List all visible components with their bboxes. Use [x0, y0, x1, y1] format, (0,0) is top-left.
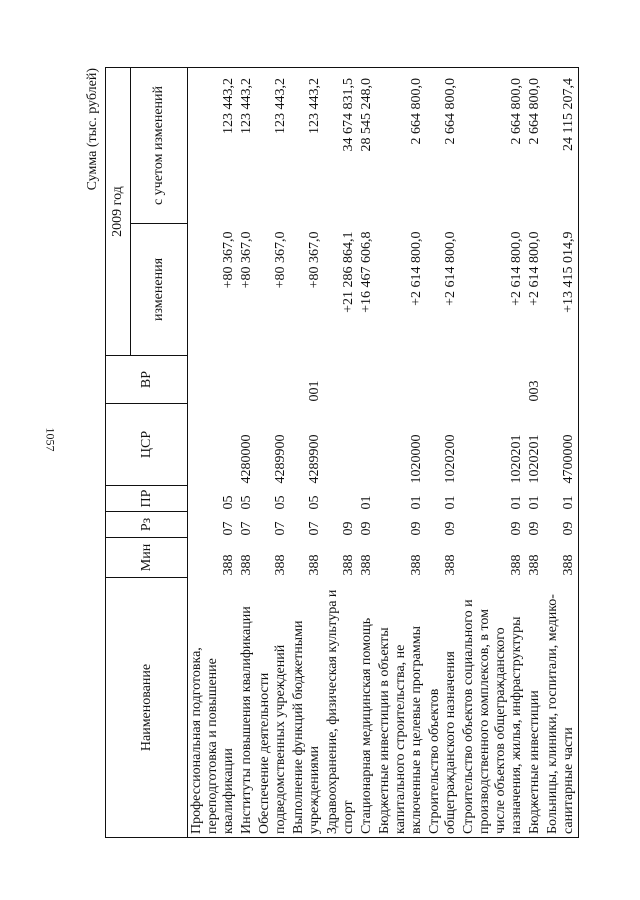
row-change: +80 367,0	[239, 231, 254, 289]
row-pr: 05	[221, 495, 236, 510]
row-vr	[238, 356, 256, 404]
row-change: +80 367,0	[221, 231, 236, 289]
table-row	[324, 68, 358, 838]
page-number: 1057	[43, 427, 58, 452]
row-name: Здравоохранение, физическая культура и спорт	[324, 578, 358, 838]
row-pr: 01	[409, 495, 424, 510]
table-row	[376, 68, 426, 838]
header-min: Мин	[106, 538, 188, 578]
header-changes: изменения	[131, 224, 188, 356]
row-change: +16 467 606,8	[359, 231, 374, 313]
row-csr: 4289900	[307, 434, 322, 484]
row-rz: 07	[221, 521, 236, 536]
row-csr: 1020201	[527, 434, 542, 484]
row-vr	[188, 356, 239, 404]
row-vr: 001	[307, 380, 322, 402]
row-min: 388	[307, 554, 322, 576]
row-min: 388	[527, 554, 542, 576]
row-name: Строительство объектов общегражданского назначения	[426, 578, 460, 838]
table-row	[290, 68, 324, 838]
row-change: +80 367,0	[273, 231, 288, 289]
row-pr: 01	[544, 486, 579, 512]
row-vr	[376, 356, 426, 404]
header-pr: ПР	[106, 486, 188, 512]
row-csr: 1020200	[443, 434, 458, 484]
row-rz: 09	[544, 512, 579, 538]
row-name: Стационарная медицинская помощь	[358, 578, 376, 838]
row-name: Выполнение функций бюджетными учреждениями	[290, 578, 324, 838]
row-min: 388	[273, 554, 288, 576]
row-csr: 4700000	[544, 404, 579, 486]
row-vr: 003	[527, 380, 542, 402]
row-total: 123 443,2	[256, 68, 290, 224]
row-name: Строительство объектов социального и производственного комплексов, в том числе объектов общегражданского назначения, жилья, инфраструктуры	[460, 578, 526, 838]
row-vr	[426, 356, 460, 404]
table-row	[426, 68, 460, 838]
row-vr	[358, 356, 376, 404]
row-total: 123 443,2	[188, 68, 239, 224]
sum-label: Сумма (тыс. рублей)	[85, 68, 100, 191]
row-pr: 01	[527, 495, 542, 510]
table-row	[460, 68, 526, 838]
row-name: Бюджетные инвестиции в объекты капитального строительства, не включенные в целевые программы	[376, 578, 426, 838]
row-change: +2 614 800,0	[443, 231, 458, 306]
row-name: Больницы, клиники, госпитали, медико-санитарные части	[544, 578, 579, 838]
row-csr: 1020201	[509, 434, 524, 484]
budget-table	[105, 67, 579, 838]
row-total: 123 443,2	[290, 68, 324, 224]
row-csr: 1020000	[409, 434, 424, 484]
header-with-changes: с учетом изменений	[131, 68, 188, 224]
row-csr	[358, 404, 376, 486]
row-pr: 05	[239, 495, 254, 510]
row-min: 388	[341, 554, 356, 576]
row-vr	[544, 356, 579, 404]
row-total: 2 664 800,0	[376, 68, 426, 224]
table-row	[188, 68, 239, 838]
row-min: 388	[544, 538, 579, 578]
row-pr: 05	[273, 495, 288, 510]
row-change: +13 415 014,9	[544, 224, 579, 356]
row-rz: 09	[409, 521, 424, 536]
row-rz: 09	[359, 521, 374, 536]
row-change: +21 286 864,1	[341, 231, 356, 313]
header-rz: Рз	[106, 512, 188, 538]
row-total: 123 443,2	[238, 68, 256, 224]
row-pr: 01	[509, 495, 524, 510]
row-total: 2 664 800,0	[526, 68, 544, 224]
row-min: 388	[359, 554, 374, 576]
row-pr: 05	[307, 495, 322, 510]
row-min: 388	[409, 554, 424, 576]
row-total: 2 664 800,0	[426, 68, 460, 224]
row-total: 2 664 800,0	[460, 68, 526, 224]
row-change: +2 614 800,0	[509, 231, 524, 306]
row-pr: 01	[359, 495, 374, 510]
table-body	[188, 68, 579, 838]
table-row	[238, 68, 256, 838]
row-csr	[188, 404, 239, 486]
row-rz: 09	[443, 521, 458, 536]
row-rz: 07	[239, 521, 254, 536]
row-min: 388	[509, 554, 524, 576]
header-csr: ЦСР	[106, 404, 188, 486]
row-min: 388	[443, 554, 458, 576]
row-change: +2 614 800,0	[527, 231, 542, 306]
row-pr	[324, 486, 358, 512]
row-change: +2 614 800,0	[409, 231, 424, 306]
row-total: 34 674 831,5	[324, 68, 358, 224]
table-row	[544, 68, 579, 838]
header-vr: ВР	[106, 356, 188, 404]
row-name: Бюджетные инвестиции	[526, 578, 544, 838]
row-min: 388	[239, 554, 254, 576]
row-pr: 01	[443, 495, 458, 510]
header-name: Наименование	[106, 578, 188, 838]
row-total: 24 115 207,4	[544, 68, 579, 224]
row-total: 28 545 248,0	[358, 68, 376, 224]
row-name: Профессиональная подготовка, переподготовка и повышение квалификации	[188, 578, 239, 838]
row-change: +80 367,0	[307, 231, 322, 289]
row-rz: 07	[273, 521, 288, 536]
row-name: Институты повышения квалификации	[238, 578, 256, 838]
header-year: 2009 год	[106, 68, 131, 356]
row-rz: 07	[307, 521, 322, 536]
row-csr: 4289900	[273, 434, 288, 484]
row-vr	[256, 356, 290, 404]
row-min: 388	[221, 554, 236, 576]
row-vr	[460, 356, 526, 404]
row-rz: 09	[341, 521, 356, 536]
row-csr: 4280000	[239, 434, 254, 484]
table-row	[526, 68, 544, 838]
row-name: Обеспечение деятельности подведомственных учреждений	[256, 578, 290, 838]
row-csr	[324, 404, 358, 486]
row-rz: 09	[527, 521, 542, 536]
row-vr	[324, 356, 358, 404]
table-row	[358, 68, 376, 838]
row-rz: 09	[509, 521, 524, 536]
table-row	[256, 68, 290, 838]
rotated-page-content	[85, 68, 595, 838]
